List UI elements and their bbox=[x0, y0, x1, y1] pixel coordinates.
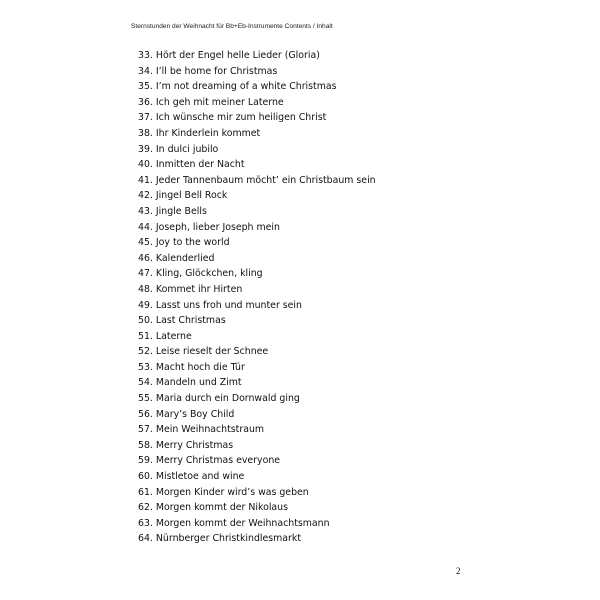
toc-entry bbox=[138, 516, 376, 532]
toc-entry bbox=[138, 266, 376, 282]
toc-entry bbox=[138, 298, 376, 314]
toc-entry bbox=[138, 391, 376, 407]
toc-entry-title: Inmitten der Nacht bbox=[155, 159, 245, 171]
toc-entry-number: 59. bbox=[138, 455, 153, 467]
toc-entry bbox=[138, 531, 376, 547]
toc-entry bbox=[138, 79, 376, 95]
toc-entry-title: Kalenderlied bbox=[155, 252, 215, 264]
toc-entry-title: Jeder Tannenbaum möcht’ ein Christbaum sein bbox=[155, 174, 376, 186]
toc-entry bbox=[138, 188, 376, 204]
toc-entry-title: Joy to the world bbox=[155, 237, 230, 249]
toc-entry-number: 47. bbox=[138, 268, 153, 280]
toc-entry bbox=[138, 282, 376, 298]
toc-entry-title: Joseph, lieber Joseph mein bbox=[155, 221, 280, 233]
toc-entry-title: In dulci jubilo bbox=[155, 143, 219, 155]
toc-entry-title: Jingle Bells bbox=[155, 205, 207, 217]
toc-entry-number: 35. bbox=[138, 81, 153, 93]
toc-entry bbox=[138, 407, 376, 423]
toc-entry-title: Jingel Bell Rock bbox=[155, 190, 228, 202]
toc-entry bbox=[138, 95, 376, 111]
toc-entry-title: Kling, Glöckchen, kling bbox=[155, 268, 263, 280]
toc-entry-title: Merry Christmas everyone bbox=[155, 455, 281, 467]
table-of-contents bbox=[138, 48, 376, 547]
toc-entry-title: Maria durch ein Dornwald ging bbox=[155, 393, 300, 405]
toc-entry-number: 55. bbox=[138, 393, 153, 405]
toc-entry bbox=[138, 110, 376, 126]
toc-entry-number: 39. bbox=[138, 143, 153, 155]
toc-entry-title: Mistletoe and wine bbox=[155, 471, 245, 483]
toc-entry bbox=[138, 500, 376, 516]
toc-entry-number: 38. bbox=[138, 127, 153, 139]
toc-entry-title: Mary’s Boy Child bbox=[155, 408, 235, 420]
toc-entry bbox=[138, 422, 376, 438]
toc-entry bbox=[138, 220, 376, 236]
toc-entry-number: 54. bbox=[138, 377, 153, 389]
toc-entry-number: 50. bbox=[138, 315, 153, 327]
toc-entry-title: Morgen Kinder wird’s was geben bbox=[155, 486, 309, 498]
toc-entry-number: 49. bbox=[138, 299, 153, 311]
toc-entry-number: 51. bbox=[138, 330, 153, 342]
toc-entry bbox=[138, 485, 376, 501]
toc-entry-number: 58. bbox=[138, 439, 153, 451]
toc-entry bbox=[138, 235, 376, 251]
toc-entry-title: Macht hoch die Tür bbox=[155, 361, 245, 373]
toc-entry-number: 46. bbox=[138, 252, 153, 264]
toc-entry-number: 40. bbox=[138, 159, 153, 171]
toc-entry-number: 37. bbox=[138, 112, 153, 124]
toc-entry-title: Merry Christmas bbox=[155, 439, 234, 451]
toc-entry-title: Morgen kommt der Nikolaus bbox=[155, 502, 289, 514]
toc-entry-number: 62. bbox=[138, 502, 153, 514]
toc-entry-title: Ich wünsche mir zum heiligen Christ bbox=[155, 112, 327, 124]
toc-entry-number: 57. bbox=[138, 424, 153, 436]
toc-entry-number: 41. bbox=[138, 174, 153, 186]
toc-entry bbox=[138, 453, 376, 469]
toc-entry-title: Ihr Kinderlein kommet bbox=[155, 127, 261, 139]
toc-entry-title: Kommet ihr Hirten bbox=[155, 283, 243, 295]
toc-entry-title: Lasst uns froh und munter sein bbox=[155, 299, 302, 311]
toc-entry-number: 61. bbox=[138, 486, 153, 498]
toc-entry-title: Leise rieselt der Schnee bbox=[155, 346, 269, 358]
toc-entry bbox=[138, 469, 376, 485]
toc-entry-number: 60. bbox=[138, 471, 153, 483]
toc-entry-number: 56. bbox=[138, 408, 153, 420]
toc-entry-number: 48. bbox=[138, 283, 153, 295]
toc-entry-title: Hört der Engel helle Lieder (Gloria) bbox=[155, 50, 320, 61]
toc-entry-number: 53. bbox=[138, 361, 153, 373]
toc-entry bbox=[138, 360, 376, 376]
page-number: 2 bbox=[456, 566, 461, 576]
toc-entry-title: Nürnberger Christkindlesmarkt bbox=[155, 533, 301, 545]
toc-entry bbox=[138, 126, 376, 142]
toc-entry-number: 52. bbox=[138, 346, 153, 358]
toc-entry-number: 43. bbox=[138, 205, 153, 217]
toc-entry bbox=[138, 438, 376, 454]
toc-entry-number: 63. bbox=[138, 517, 153, 529]
toc-entry bbox=[138, 375, 376, 391]
toc-entry bbox=[138, 48, 376, 64]
toc-entry bbox=[138, 251, 376, 267]
toc-entry-number: 44. bbox=[138, 221, 153, 233]
toc-entry bbox=[138, 157, 376, 173]
toc-entry bbox=[138, 344, 376, 360]
toc-entry-title: Morgen kommt der Weihnachtsmann bbox=[155, 517, 330, 529]
toc-entry-title: I’m not dreaming of a white Christmas bbox=[155, 81, 337, 93]
toc-entry bbox=[138, 64, 376, 80]
toc-entry-number: 34. bbox=[138, 65, 153, 77]
toc-entry-title: Laterne bbox=[155, 330, 192, 342]
toc-entry bbox=[138, 204, 376, 220]
toc-entry-number: 36. bbox=[138, 96, 153, 108]
toc-entry bbox=[138, 142, 376, 158]
toc-entry bbox=[138, 173, 376, 189]
toc-entry-number: 42. bbox=[138, 190, 153, 202]
toc-entry-title: I’ll be home for Christmas bbox=[155, 65, 278, 77]
toc-entry-number: 64. bbox=[138, 533, 153, 545]
toc-entry-number: 33. bbox=[138, 50, 153, 61]
toc-entry-number: 45. bbox=[138, 237, 153, 249]
toc-entry bbox=[138, 329, 376, 345]
toc-entry-title: Mein Weihnachtstraum bbox=[155, 424, 265, 436]
toc-entry-title: Mandeln und Zimt bbox=[155, 377, 242, 389]
toc-entry-title: Ich geh mit meiner Laterne bbox=[155, 96, 284, 108]
toc-entry bbox=[138, 313, 376, 329]
toc-entry-title: Last Christmas bbox=[155, 315, 226, 327]
page-header: Sternstunden der Weihnacht für Bb+Eb-Instrumente Contents / Inhalt bbox=[131, 23, 333, 30]
